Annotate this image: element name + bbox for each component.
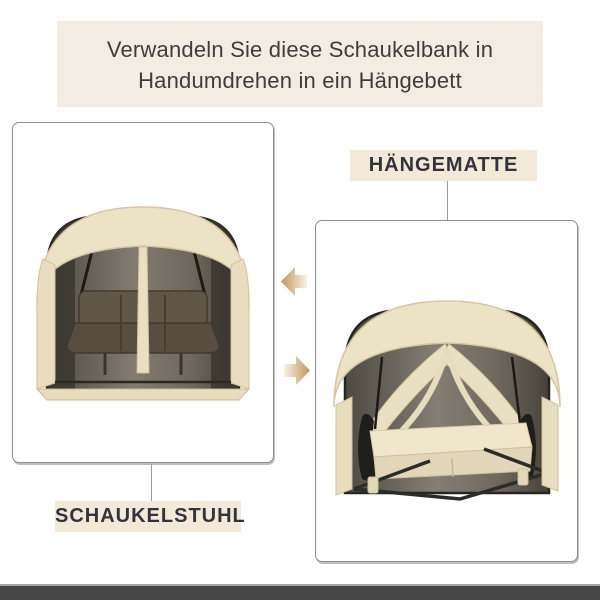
- heading-line-2: Handumdrehen in ein Hängebett: [138, 68, 462, 93]
- hammock-front-leg-left: [368, 477, 378, 493]
- swing-door-divider: [137, 247, 149, 373]
- swing-chair-illustration: [33, 203, 253, 401]
- arrow-right-icon: [284, 354, 310, 387]
- swing-frame-post-left: [37, 259, 55, 389]
- hammock-connector-line: [447, 181, 448, 220]
- footer-bar: [0, 584, 600, 600]
- arrow-left-icon: [281, 265, 307, 298]
- heading-banner: [57, 21, 543, 107]
- hammock-label: HÄNGEMATTE: [350, 150, 537, 181]
- hammock-frame-post-right: [542, 397, 558, 491]
- hammock-front-leg-right: [518, 469, 528, 485]
- swing-connector-line: [151, 464, 152, 501]
- hammock-frame-post-left: [336, 397, 352, 495]
- swing-base-frame: [37, 389, 249, 400]
- hammock-illustration: [330, 297, 564, 503]
- swing-chair-label: SCHAUKELSTUHL: [55, 501, 241, 532]
- heading-line-1: Verwandeln Sie diese Schaukelbank in: [106, 37, 494, 62]
- hammock-panel: [315, 220, 578, 562]
- swing-frame-post-right: [231, 259, 249, 389]
- hammock-bed-notch: [452, 458, 453, 477]
- swing-chair-panel: [12, 122, 274, 463]
